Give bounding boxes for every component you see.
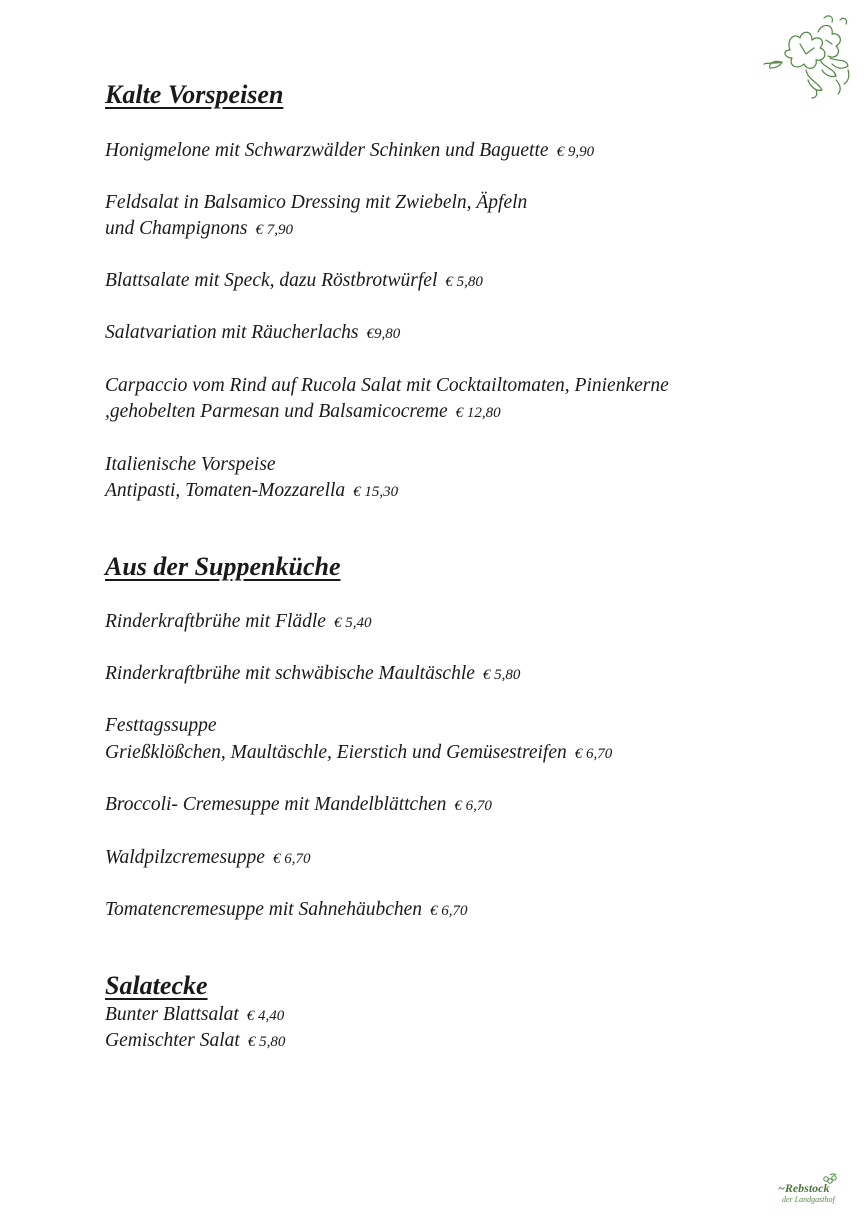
menu-item-price: € 6,70 [430, 903, 468, 919]
menu-item: Grießklößchen, Maultäschle, Eierstich und Gemüsestreifen € 6,70 [105, 742, 613, 763]
menu-item: Antipasti, Tomaten-Mozzarella € 15,30 [105, 480, 399, 501]
menu-item: Honigmelone mit Schwarzwälder Schinken und Baguette € 9,90 [105, 140, 595, 161]
brand-tagline: der Landgasthof [782, 1195, 835, 1204]
menu-item: Tomatencremesuppe mit Sahnehäubchen € 6,70 [105, 899, 468, 920]
menu-item-line: Carpaccio vom Rind auf Rucola Salat mit Cocktailtomaten, Pinienkerne [105, 375, 669, 396]
menu-item: Rinderkraftbrühe mit Flädle € 5,40 [105, 611, 372, 632]
menu-item: Gemischter Salat € 5,80 [105, 1030, 286, 1051]
section-heading-kalte-vorspeisen: Kalte Vorspeisen [105, 80, 284, 109]
menu-item-price: € 9,90 [556, 144, 595, 160]
menu-item: Bunter Blattsalat € 4,40 [105, 1004, 285, 1025]
section-heading-salatecke: Salatecke [105, 971, 208, 1000]
menu-item-price: € 5,80 [247, 1034, 286, 1050]
menu-item-line: Festtagssuppe [105, 715, 217, 736]
brand-name: ~Rebstock [778, 1181, 830, 1195]
menu-item: Blattsalate mit Speck, dazu Röstbrotwürfel € 5,80 [105, 270, 483, 291]
menu-item-price: € 5,40 [333, 615, 372, 631]
menu-item-line: Feldsalat in Balsamico Dressing mit Zwiebeln, Äpfeln [105, 192, 528, 213]
grapevine-leaf-icon [760, 10, 854, 100]
menu-item-price: € 15,30 [353, 484, 399, 500]
menu-item: Broccoli- Cremesuppe mit Mandelblättchen € 6,70 [105, 794, 492, 815]
menu-item-price: € 5,80 [445, 274, 483, 290]
menu-item: Rinderkraftbrühe mit schwäbische Maultäschle € 5,80 [105, 663, 521, 684]
menu-item: Waldpilzcremesuppe € 6,70 [105, 847, 311, 868]
menu-item: und Champignons € 7,90 [105, 218, 293, 239]
brand-logo [768, 1173, 848, 1213]
menu-item: Salatvariation mit Räucherlachs €9,80 [105, 322, 401, 343]
menu-item: ,gehobelten Parmesan und Balsamicocreme € 12,80 [105, 401, 501, 422]
menu-item-price: € 6,70 [454, 798, 492, 814]
menu-item-price: € 6,70 [272, 851, 311, 867]
menu-item-price: € 5,80 [482, 667, 521, 683]
menu-item-price: € 6,70 [574, 746, 613, 762]
menu-item-price: €9,80 [366, 326, 401, 342]
menu-item-price: € 12,80 [455, 405, 501, 421]
menu-item-line: Italienische Vorspeise [105, 454, 276, 475]
section-heading-suppenkueche: Aus der Suppenküche [105, 552, 341, 581]
menu-item-price: € 4,40 [246, 1008, 285, 1024]
menu-item-price: € 7,90 [255, 222, 293, 238]
